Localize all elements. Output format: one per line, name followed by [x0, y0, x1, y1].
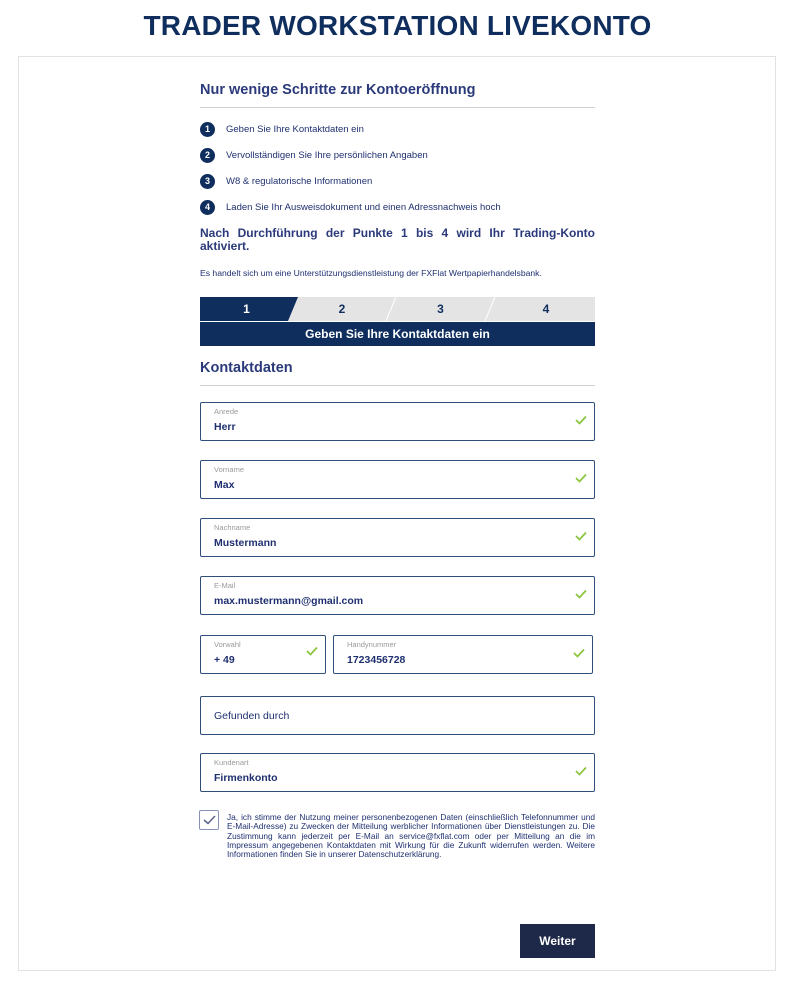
step-number-badge: 1 — [200, 122, 215, 137]
consent-text: Ja, ich stimme der Nutzung meiner personenbezogenen Daten (einschließlich Telefonnummer und E-Mail-Adresse) zu Zwecken der Mitteilung werblicher Informationen über Dienstleistungen zu. Die Zustimmung kann jederzeit per E-Mail an service@fxflat.com oder per Mitteilung an die im Impressum angegebenen Kontaktdaten mit Wirkung für die Zukunft widerrufen werden. Weitere Informationen finden Sie in unserer Datenschutzerklärung. — [227, 812, 595, 860]
field-label: Vorname — [214, 465, 245, 474]
next-button[interactable]: Weiter — [520, 924, 595, 958]
mobile-number-field[interactable] — [333, 635, 593, 674]
field-value: 1723456728 — [347, 654, 406, 666]
check-icon — [573, 648, 585, 658]
field-value: max.mustermann@gmail.com — [214, 595, 364, 607]
step-tab-3[interactable]: 3 — [437, 302, 444, 316]
field-label: Nachname — [214, 523, 251, 532]
step-number-badge: 3 — [200, 174, 215, 189]
field-label: Handynummer — [347, 640, 397, 649]
step-tab-4[interactable]: 4 — [542, 302, 550, 316]
step-text: W8 & regulatorische Informationen — [226, 175, 373, 187]
progress-stepper — [200, 297, 595, 346]
contact-section-title: Kontaktdaten — [200, 360, 293, 376]
intro-step-3 — [200, 173, 372, 189]
step-text: Geben Sie Ihre Kontaktdaten ein — [226, 123, 364, 135]
check-icon — [575, 473, 587, 483]
field-placeholder: Gefunden durch — [214, 710, 290, 722]
page-title: TRADER WORKSTATION LIVEKONTO — [143, 10, 652, 41]
intro-step-2 — [200, 147, 428, 163]
check-icon — [306, 646, 318, 656]
step-tab-2[interactable]: 2 — [338, 302, 346, 316]
intro-step-1 — [200, 121, 364, 137]
step-number-badge: 2 — [200, 148, 215, 163]
checkbox-checked-icon — [203, 815, 216, 825]
field-value: + 49 — [214, 654, 235, 666]
referral-source-select[interactable] — [200, 696, 595, 735]
step-text: Laden Sie Ihr Ausweisdokument und einen Adressnachweis hoch — [226, 201, 501, 213]
field-label: Vorwahl — [214, 640, 241, 649]
service-note: Es handelt sich um eine Unterstützungsdienstleistung der FXFlat Wertpapierhandelsbank. — [200, 268, 542, 278]
field-value: Max — [214, 479, 235, 491]
field-value: Firmenkonto — [214, 772, 278, 784]
first-name-field[interactable] — [200, 460, 595, 499]
current-step-title: Geben Sie Ihre Kontaktdaten ein — [200, 322, 595, 346]
intro-divider — [200, 107, 595, 108]
check-icon — [575, 766, 587, 776]
activation-summary: Nach Durchführung der Punkte 1 bis 4 wird Ihr Trading-Konto aktiviert. — [200, 226, 595, 253]
salutation-select[interactable] — [200, 402, 595, 441]
step-text: Vervollständigen Sie Ihre persönlichen Angaben — [226, 149, 428, 161]
field-value: Herr — [214, 421, 236, 433]
check-icon — [575, 531, 587, 541]
check-icon — [575, 415, 587, 425]
step-tab-1[interactable]: 1 — [243, 302, 250, 316]
step-number-badge: 4 — [200, 200, 215, 215]
intro-title: Nur wenige Schritte zur Kontoeröffnung — [200, 82, 476, 98]
field-label: E-Mail — [214, 581, 236, 590]
intro-step-4 — [200, 199, 501, 215]
field-label: Kundenart — [214, 758, 249, 767]
country-code-select[interactable] — [200, 635, 326, 674]
check-icon — [575, 589, 587, 599]
email-field[interactable] — [200, 576, 595, 615]
consent-checkbox[interactable] — [199, 810, 219, 830]
field-label: Anrede — [214, 407, 239, 416]
customer-type-select[interactable] — [200, 753, 595, 792]
field-value: Mustermann — [214, 537, 277, 549]
last-name-field[interactable] — [200, 518, 595, 557]
contact-divider — [200, 385, 595, 386]
